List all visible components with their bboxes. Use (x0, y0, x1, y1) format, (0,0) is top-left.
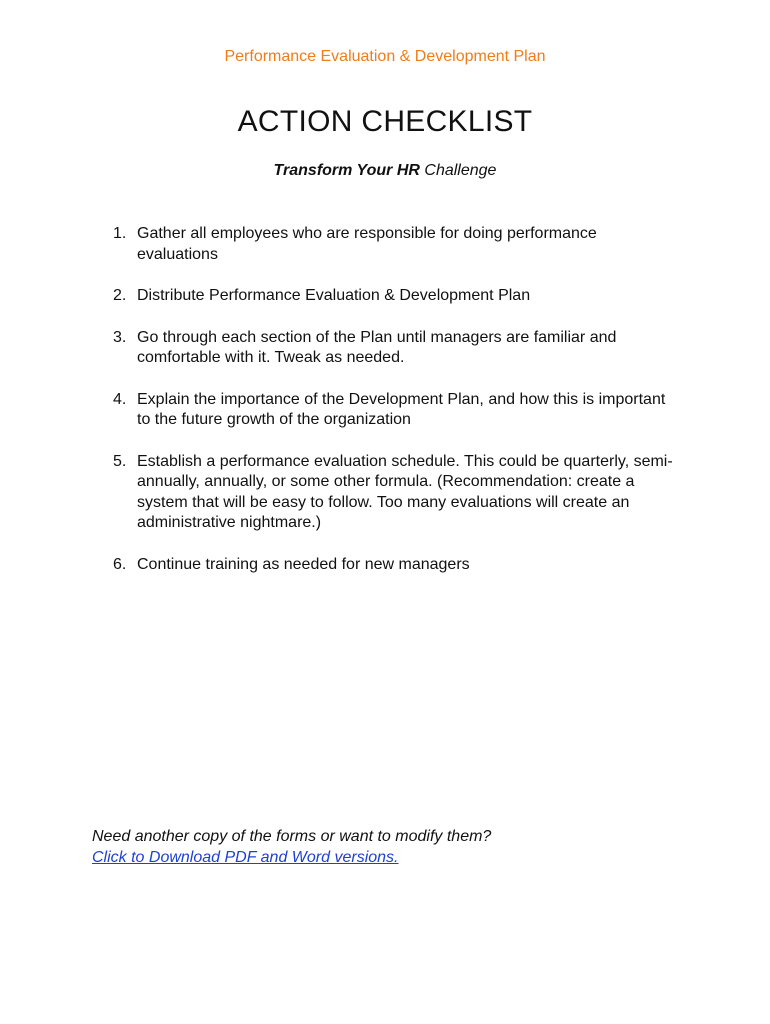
page-title: ACTION CHECKLIST (237, 105, 533, 138)
download-note (92, 826, 491, 868)
subtitle-bold: Transform Your HR (273, 162, 420, 179)
item-text: Go through each section of the Plan until managers are familiar and comfortable with it. Tweak as needed. (137, 328, 617, 366)
subtitle (0, 162, 770, 180)
item-text: Distribute Performance Evaluation & Development Plan (137, 287, 531, 304)
item-text: Gather all employees who are responsible for doing performance evaluations (137, 225, 597, 263)
download-link[interactable]: Click to Download PDF and Word versions. (92, 849, 399, 866)
item-number: 5. (113, 452, 127, 470)
action-checklist (113, 224, 673, 596)
item-text: Continue training as needed for new managers (137, 555, 470, 573)
item-text: Explain the importance of the Development Plan, and how this is important to the future growth of the organization (137, 390, 666, 428)
checklist-item (113, 390, 673, 431)
checklist-item (113, 328, 673, 369)
item-number: 6. (113, 555, 127, 573)
item-number: 4. (113, 390, 127, 408)
checklist-item (113, 286, 673, 307)
checklist-item (113, 555, 673, 576)
item-text: Establish a performance evaluation schedule. This could be quarterly, semi-annually, annually, or some other formula. (Recommendation: create a system that will be easy to follow. Too many evaluations will create an administrative nightmare.) (137, 452, 673, 531)
item-number: 3. (113, 328, 127, 346)
download-question: Need another copy of the forms or want to modify them? (92, 828, 492, 845)
subtitle-rest: Challenge (419, 162, 497, 179)
checklist-item (113, 224, 673, 265)
checklist-item (113, 452, 673, 534)
item-number: 2. (113, 287, 127, 304)
document-header: Performance Evaluation & Development Plan (224, 48, 546, 65)
item-number: 1. (113, 225, 127, 242)
